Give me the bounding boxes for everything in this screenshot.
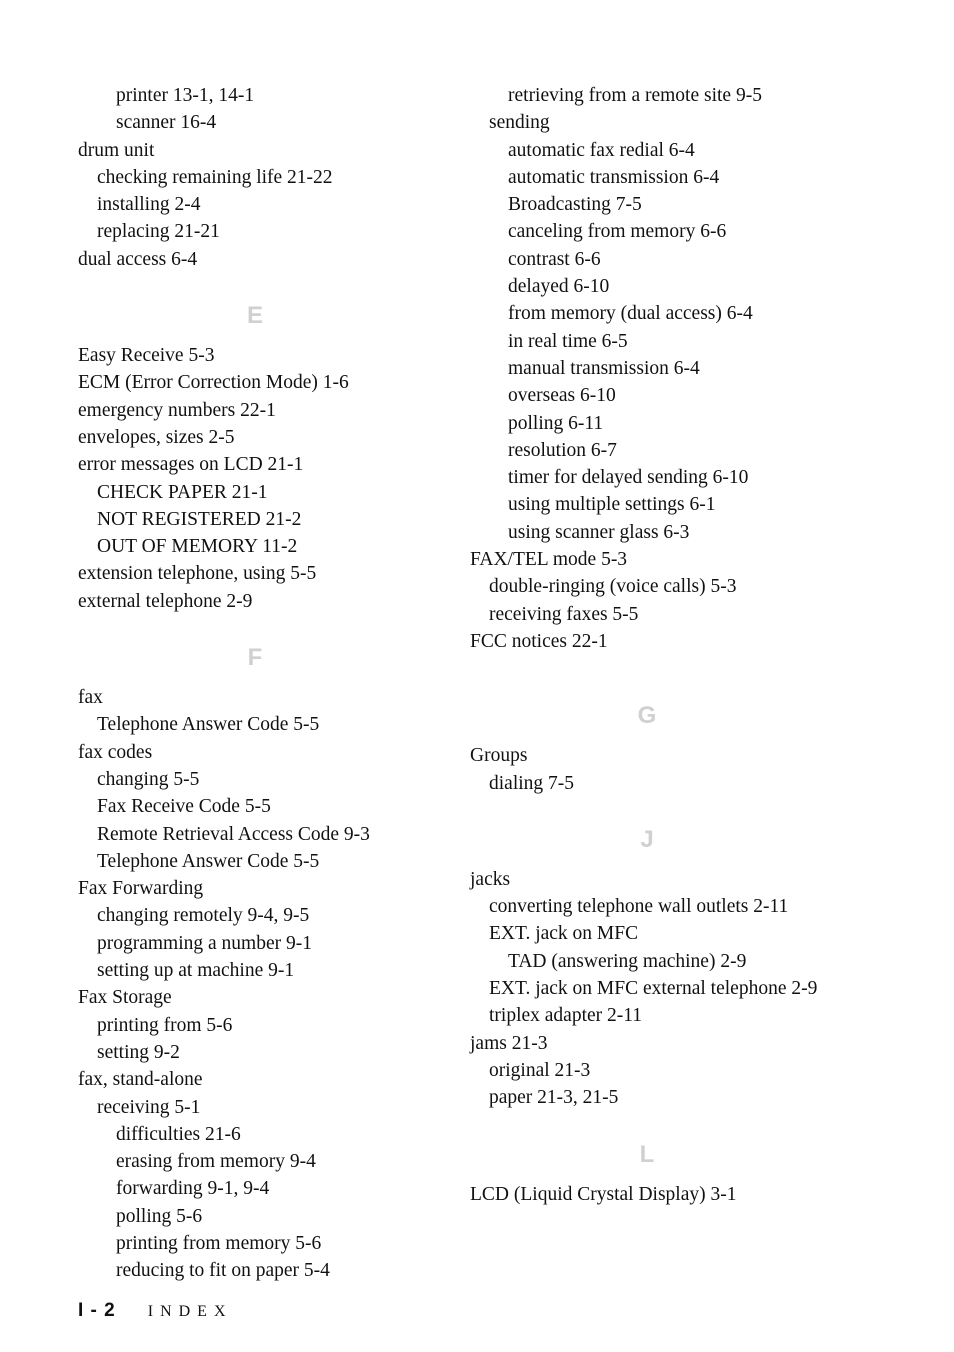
index-subentry: polling 6-11 <box>508 412 604 434</box>
index-subentry: converting telephone wall outlets 2-11 <box>489 896 789 918</box>
section-letter-f: F <box>247 644 263 672</box>
section-letter-e: E <box>246 302 263 330</box>
index-entry: drum unit <box>78 139 155 161</box>
index-subentry: CHECK PAPER 21-1 <box>97 481 268 503</box>
index-entry: Fax Forwarding <box>78 878 204 900</box>
index-entry: error messages on LCD 21-1 <box>78 454 304 476</box>
index-subentry: printing from 5-6 <box>97 1014 233 1036</box>
index-subentry: setting 9-2 <box>97 1041 180 1063</box>
index-subentry: TAD (answering machine) 2-9 <box>508 950 747 972</box>
index-subentry: setting up at machine 9-1 <box>97 960 295 982</box>
index-entry: jacks <box>470 868 511 890</box>
index-subentry: installing 2-4 <box>97 194 201 216</box>
index-subentry: triplex adapter 2-11 <box>489 1005 643 1027</box>
index-subentry: from memory (dual access) 6-4 <box>508 303 753 325</box>
index-entry: Groups <box>470 745 528 767</box>
index-subentry: reducing to fit on paper 5-4 <box>116 1260 330 1282</box>
index-subentry: automatic transmission 6-4 <box>508 166 720 188</box>
index-subentry: difficulties 21-6 <box>116 1123 241 1145</box>
index-subentry: timer for delayed sending 6-10 <box>508 467 749 489</box>
spacer <box>470 655 910 673</box>
index-subentry: Telephone Answer Code 5-5 <box>97 714 320 736</box>
section-letter-j: J <box>640 825 654 853</box>
index-subentry: printing from memory 5-6 <box>116 1232 322 1254</box>
index-subentry: Broadcasting 7-5 <box>508 194 642 216</box>
index-entry: emergency numbers 22-1 <box>78 399 276 421</box>
index-subentry: original 21-3 <box>489 1059 591 1081</box>
index-entry: jams 21-3 <box>470 1032 548 1054</box>
index-entry: dual access 6-4 <box>78 248 198 270</box>
index-subentry: resolution 6-7 <box>508 439 617 461</box>
index-subentry: EXT. jack on MFC <box>489 923 639 945</box>
index-entry: FAX/TEL mode 5-3 <box>470 549 628 571</box>
section-letter-l: L <box>639 1140 655 1168</box>
index-entry: fax <box>78 687 103 709</box>
index-subentry: manual transmission 6-4 <box>508 357 700 379</box>
index-entry: fax codes <box>78 741 153 763</box>
index-subentry: Remote Retrieval Access Code 9-3 <box>97 823 370 845</box>
index-subentry: Telephone Answer Code 5-5 <box>97 850 320 872</box>
index-column-right <box>470 82 910 1208</box>
index-subentry: EXT. jack on MFC external telephone 2-9 <box>489 978 818 1000</box>
index-subentry: sending <box>489 112 550 134</box>
index-subentry: changing 5-5 <box>97 768 200 790</box>
index-entry: Easy Receive 5-3 <box>78 345 215 367</box>
index-subentry: programming a number 9-1 <box>97 932 312 954</box>
index-entry: Fax Storage <box>78 987 172 1009</box>
section-label: INDEX <box>147 1303 233 1320</box>
index-subentry: receiving faxes 5-5 <box>489 603 639 625</box>
index-entry: envelopes, sizes 2-5 <box>78 426 235 448</box>
index-subentry: delayed 6-10 <box>508 276 610 298</box>
section-letter-g: G <box>637 702 657 730</box>
index-entry: ECM (Error Correction Mode) 1-6 <box>78 372 349 394</box>
index-subentry: printer 13-1, 14-1 <box>116 85 255 106</box>
index-subentry: checking remaining life 21-22 <box>97 166 333 188</box>
index-subentry: replacing 21-21 <box>97 221 220 243</box>
index-subentry: retrieving from a remote site 9-5 <box>508 85 762 106</box>
index-entry: LCD (Liquid Crystal Display) 3-1 <box>470 1183 737 1205</box>
index-subentry: double-ringing (voice calls) 5-3 <box>489 576 737 598</box>
index-subentry: receiving 5-1 <box>97 1096 201 1118</box>
index-subentry: changing remotely 9-4, 9-5 <box>97 905 310 927</box>
index-subentry: using multiple settings 6-1 <box>508 494 716 516</box>
index-entry: extension telephone, using 5-5 <box>78 563 317 585</box>
index-subentry: contrast 6-6 <box>508 248 601 270</box>
index-subentry: scanner 16-4 <box>116 112 217 134</box>
index-subentry: automatic fax redial 6-4 <box>508 139 695 161</box>
index-entry: FCC notices 22-1 <box>470 630 608 652</box>
index-subentry: in real time 6-5 <box>508 330 628 352</box>
index-column-left <box>78 82 458 1285</box>
index-subentry: Fax Receive Code 5-5 <box>97 796 271 818</box>
index-subentry: OUT OF MEMORY 11-2 <box>97 536 298 558</box>
page-number: I - 2 <box>78 1300 116 1321</box>
page-footer <box>78 1297 233 1325</box>
index-subentry: dialing 7-5 <box>489 772 575 794</box>
index-subentry: polling 5-6 <box>116 1205 203 1227</box>
index-subentry: overseas 6-10 <box>508 385 616 407</box>
index-subentry: canceling from memory 6-6 <box>508 221 727 243</box>
index-subentry: erasing from memory 9-4 <box>116 1151 316 1173</box>
index-subentry: using scanner glass 6-3 <box>508 521 690 543</box>
index-entry: fax, stand-alone <box>78 1069 203 1091</box>
index-entry: external telephone 2-9 <box>78 590 253 612</box>
index-subentry: NOT REGISTERED 21-2 <box>97 508 302 530</box>
index-subentry: paper 21-3, 21-5 <box>489 1087 619 1109</box>
index-subentry: forwarding 9-1, 9-4 <box>116 1178 270 1200</box>
